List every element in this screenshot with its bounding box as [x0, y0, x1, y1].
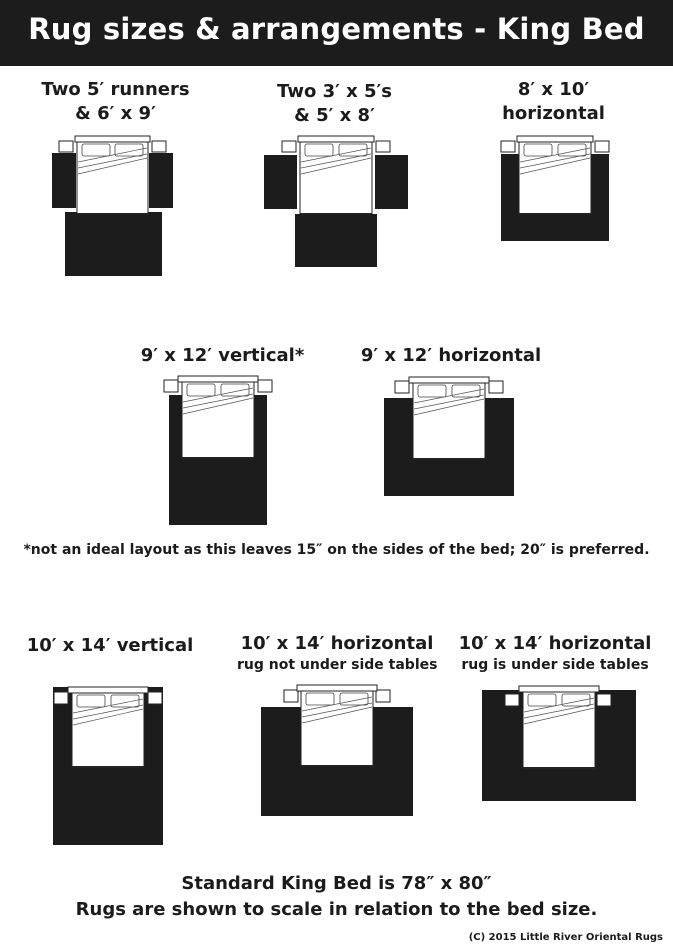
layout-label-4	[130, 344, 315, 368]
nightstand-left-icon	[59, 141, 73, 152]
title-banner	[0, 0, 673, 66]
copyright-text: (C) 2015 Little River Oriental Rugs	[468, 932, 663, 943]
layout-label-2-line2: & 5′ x 8′	[294, 105, 375, 126]
nightstand-right-icon	[489, 381, 503, 393]
layout-label-1-line2: & 6′ x 9′	[75, 103, 156, 124]
layout-label-4-line1: 9′ x 12′ vertical*	[140, 345, 305, 366]
layout-label-8-sub: rug is under side tables	[461, 657, 649, 673]
rug-runner-right	[149, 153, 173, 208]
nightstand-right-icon	[597, 694, 611, 706]
nightstand-right-icon	[376, 690, 390, 702]
layout-label-8-line1: 10′ x 14′ horizontal	[458, 633, 652, 654]
nightstand-right-icon	[595, 141, 609, 152]
nightstand-right-icon	[152, 141, 166, 152]
layout-label-7-sub: rug not under side tables	[237, 657, 438, 673]
layout-label-5	[356, 344, 546, 368]
nightstand-left-icon	[395, 381, 409, 393]
layout-diagram-3	[495, 128, 615, 246]
layout-label-6	[20, 634, 200, 658]
king-bed-icon	[75, 136, 150, 214]
layout-label-3-line2: horizontal	[502, 103, 605, 124]
nightstand-right-icon	[148, 692, 162, 704]
layout-diagram-5	[378, 372, 520, 500]
layout-diagram-8	[476, 680, 644, 806]
layout-label-1	[18, 78, 213, 126]
rug-5x8	[295, 214, 377, 267]
king-bed-icon	[519, 686, 599, 768]
rug-runner-left	[52, 153, 76, 208]
nightstand-left-icon	[164, 380, 178, 392]
king-bed-icon	[409, 377, 489, 459]
layout-label-5-line1: 9′ x 12′ horizontal	[360, 345, 542, 366]
rug-3x5-left	[264, 155, 297, 209]
king-bed-icon	[297, 685, 377, 766]
nightstand-right-icon	[258, 380, 272, 392]
layout-label-6-line1: 10′ x 14′ vertical	[26, 635, 194, 656]
layout-label-2-line1: Two 3′ x 5′s	[277, 81, 392, 102]
nightstand-left-icon	[282, 141, 296, 152]
nightstand-right-icon	[376, 141, 390, 152]
king-bed-icon	[178, 376, 258, 458]
rug-6x9	[65, 212, 162, 276]
king-bed-icon	[68, 687, 148, 767]
layout-label-2	[237, 80, 432, 128]
layout-label-7-line1: 10′ x 14′ horizontal	[240, 633, 434, 654]
footer-bed-size: Standard King Bed is 78″ x 80″	[181, 873, 492, 894]
layout-diagram-4	[160, 372, 276, 528]
layout-label-8	[455, 632, 655, 674]
king-bed-icon	[517, 136, 593, 214]
layout-label-3	[456, 78, 651, 126]
footer-scale-note: Rugs are shown to scale in relation to the bed size.	[75, 899, 598, 920]
page-title: Rug sizes & arrangements - King Bed	[28, 12, 645, 46]
layout-diagram-7	[256, 680, 418, 820]
layout-label-7	[237, 632, 437, 674]
layout-note: *not an ideal layout as this leaves 15″ on the sides of the bed; 20″ is preferred.	[23, 542, 650, 558]
layout-diagram-2	[260, 128, 412, 270]
nightstand-left-icon	[54, 692, 68, 704]
nightstand-left-icon	[501, 141, 515, 152]
layout-diagram-6	[48, 682, 168, 848]
layout-label-1-line1: Two 5′ runners	[41, 79, 190, 100]
layout-label-3-line1: 8′ x 10′	[517, 79, 590, 100]
layout-diagram-1	[45, 128, 185, 280]
rug-3x5-right	[375, 155, 408, 209]
nightstand-left-icon	[505, 694, 519, 706]
king-bed-icon	[298, 136, 374, 214]
nightstand-left-icon	[284, 690, 298, 702]
